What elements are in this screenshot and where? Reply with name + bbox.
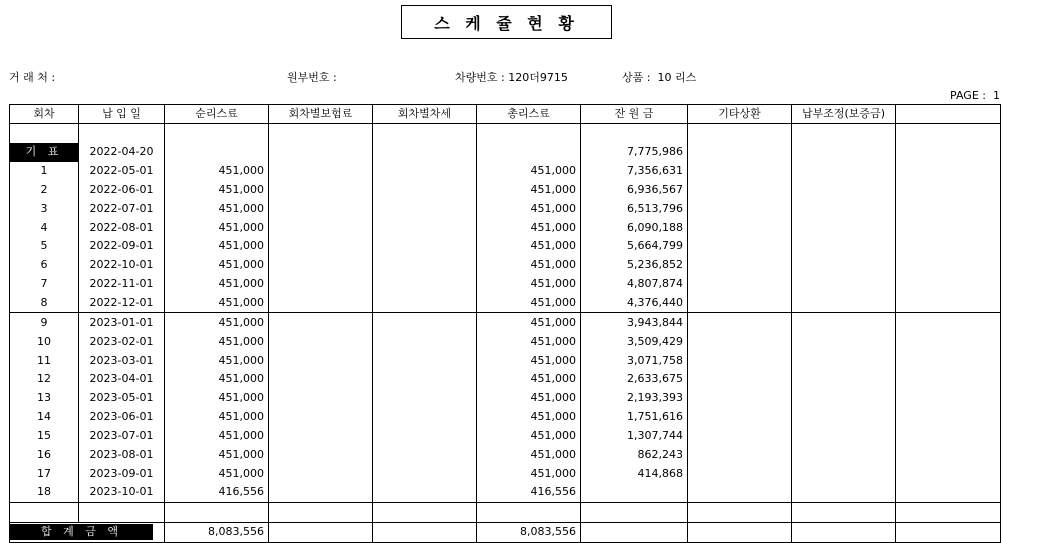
row-total: 451,000 <box>477 218 581 237</box>
row-date: 2023-08-01 <box>79 445 165 464</box>
table-row <box>10 483 1001 502</box>
row-net: 451,000 <box>165 370 269 389</box>
row-other <box>688 445 792 464</box>
row-insurance <box>269 483 373 502</box>
table-row <box>10 408 1001 427</box>
row-date: 2022-09-01 <box>79 237 165 256</box>
row-net: 451,000 <box>165 427 269 446</box>
row-insurance <box>269 389 373 408</box>
row-other <box>688 237 792 256</box>
row-insurance <box>269 294 373 313</box>
table-row <box>10 389 1001 408</box>
row-seq: 4 <box>10 218 79 237</box>
page-title: 스 케 쥴 현 황 <box>401 5 612 39</box>
row-other <box>688 275 792 294</box>
row-insurance <box>269 275 373 294</box>
schedule-table <box>9 104 1001 543</box>
row-insurance <box>269 218 373 237</box>
row-date: 2022-10-01 <box>79 256 165 275</box>
base-tax <box>373 143 477 162</box>
product-field <box>622 69 696 85</box>
row-date: 2022-08-01 <box>79 218 165 237</box>
totals-total: 8,083,556 <box>477 522 581 542</box>
row-adjust <box>792 256 896 275</box>
row-tax <box>373 237 477 256</box>
table-header-row <box>10 105 1001 124</box>
row-total: 451,000 <box>477 256 581 275</box>
col-header-vehicle-tax: 회차별차세 <box>373 105 477 124</box>
row-tax <box>373 464 477 483</box>
col-header-other-repay: 기타상환 <box>688 105 792 124</box>
base-insurance <box>269 143 373 162</box>
row-tax <box>373 275 477 294</box>
col-header-total-lease: 총리스료 <box>477 105 581 124</box>
row-date: 2022-05-01 <box>79 162 165 181</box>
row-total: 451,000 <box>477 408 581 427</box>
col-header-seq: 회차 <box>10 105 79 124</box>
row-net: 451,000 <box>165 181 269 200</box>
row-blank <box>896 162 1001 181</box>
row-adjust <box>792 162 896 181</box>
row-net: 416,556 <box>165 483 269 502</box>
row-net: 451,000 <box>165 445 269 464</box>
row-tax <box>373 294 477 313</box>
row-other <box>688 162 792 181</box>
row-insurance <box>269 256 373 275</box>
totals-net: 8,083,556 <box>165 522 269 542</box>
row-seq: 13 <box>10 389 79 408</box>
row-other <box>688 370 792 389</box>
row-blank <box>896 445 1001 464</box>
row-other <box>688 181 792 200</box>
row-seq: 11 <box>10 351 79 370</box>
row-adjust <box>792 237 896 256</box>
row-tax <box>373 332 477 351</box>
row-total: 416,556 <box>477 483 581 502</box>
row-blank <box>896 408 1001 427</box>
table-row <box>10 445 1001 464</box>
row-balance: 3,509,429 <box>581 332 688 351</box>
row-date: 2023-09-01 <box>79 464 165 483</box>
row-net: 451,000 <box>165 332 269 351</box>
row-other <box>688 199 792 218</box>
table-row <box>10 199 1001 218</box>
row-insurance <box>269 162 373 181</box>
row-seq: 15 <box>10 427 79 446</box>
row-seq: 6 <box>10 256 79 275</box>
row-insurance <box>269 351 373 370</box>
row-blank <box>896 483 1001 502</box>
table-row <box>10 237 1001 256</box>
row-blank <box>896 256 1001 275</box>
base-balance: 7,775,986 <box>581 143 688 162</box>
row-seq: 5 <box>10 237 79 256</box>
row-other <box>688 389 792 408</box>
row-seq: 18 <box>10 483 79 502</box>
row-net: 451,000 <box>165 464 269 483</box>
table-row <box>10 332 1001 351</box>
row-net: 451,000 <box>165 162 269 181</box>
row-net: 451,000 <box>165 237 269 256</box>
row-seq: 8 <box>10 294 79 313</box>
row-insurance <box>269 408 373 427</box>
row-balance: 4,376,440 <box>581 294 688 313</box>
row-balance: 1,307,744 <box>581 427 688 446</box>
row-other <box>688 332 792 351</box>
row-seq: 3 <box>10 199 79 218</box>
row-balance: 862,243 <box>581 445 688 464</box>
client-label: 거 래 처 : <box>9 71 56 84</box>
row-date: 2022-06-01 <box>79 181 165 200</box>
vehicle-label: 차량번호 : <box>455 71 505 84</box>
row-tax <box>373 199 477 218</box>
row-seq: 1 <box>10 162 79 181</box>
row-insurance <box>269 464 373 483</box>
row-seq: 2 <box>10 181 79 200</box>
row-net: 451,000 <box>165 199 269 218</box>
row-other <box>688 408 792 427</box>
row-adjust <box>792 408 896 427</box>
row-tax <box>373 162 477 181</box>
table-row <box>10 464 1001 483</box>
row-date: 2023-06-01 <box>79 408 165 427</box>
row-adjust <box>792 199 896 218</box>
totals-label: 합 계 금 액 <box>10 524 153 540</box>
row-blank <box>896 351 1001 370</box>
row-net: 451,000 <box>165 275 269 294</box>
row-adjust <box>792 181 896 200</box>
row-tax <box>373 483 477 502</box>
row-balance: 2,193,393 <box>581 389 688 408</box>
col-header-date: 납 입 일 <box>79 105 165 124</box>
row-blank <box>896 275 1001 294</box>
row-net: 451,000 <box>165 389 269 408</box>
row-seq: 14 <box>10 408 79 427</box>
row-balance: 5,236,852 <box>581 256 688 275</box>
row-other <box>688 313 792 332</box>
row-other <box>688 256 792 275</box>
row-date: 2022-11-01 <box>79 275 165 294</box>
table-row <box>10 181 1001 200</box>
row-total: 451,000 <box>477 370 581 389</box>
row-net: 451,000 <box>165 294 269 313</box>
row-other <box>688 483 792 502</box>
row-seq: 10 <box>10 332 79 351</box>
row-tax <box>373 351 477 370</box>
row-date: 2022-07-01 <box>79 199 165 218</box>
row-net: 451,000 <box>165 351 269 370</box>
row-tax <box>373 427 477 446</box>
row-adjust <box>792 313 896 332</box>
col-header-balance: 잔 원 금 <box>581 105 688 124</box>
row-total: 451,000 <box>477 181 581 200</box>
col-header-deposit-adjust: 납부조정(보증금) <box>792 105 896 124</box>
row-insurance <box>269 370 373 389</box>
principal-field <box>287 69 337 85</box>
row-tax <box>373 313 477 332</box>
table-row <box>10 162 1001 181</box>
row-adjust <box>792 275 896 294</box>
row-date: 2023-10-01 <box>79 483 165 502</box>
client-field <box>9 69 55 85</box>
row-adjust <box>792 483 896 502</box>
row-total: 451,000 <box>477 389 581 408</box>
row-total: 451,000 <box>477 332 581 351</box>
row-balance: 6,513,796 <box>581 199 688 218</box>
row-tax <box>373 218 477 237</box>
row-blank <box>896 427 1001 446</box>
row-total: 451,000 <box>477 351 581 370</box>
col-header-insurance: 회차별보험료 <box>269 105 373 124</box>
table-row <box>10 351 1001 370</box>
row-blank <box>896 294 1001 313</box>
row-other <box>688 351 792 370</box>
row-insurance <box>269 427 373 446</box>
row-tax <box>373 370 477 389</box>
table-row <box>10 275 1001 294</box>
row-adjust <box>792 427 896 446</box>
row-tax <box>373 445 477 464</box>
page-number: 1 <box>993 89 1000 102</box>
row-net: 451,000 <box>165 408 269 427</box>
row-blank <box>896 237 1001 256</box>
row-seq: 17 <box>10 464 79 483</box>
row-total: 451,000 <box>477 162 581 181</box>
row-insurance <box>269 313 373 332</box>
row-balance: 414,868 <box>581 464 688 483</box>
row-date: 2023-01-01 <box>79 313 165 332</box>
row-balance: 3,071,758 <box>581 351 688 370</box>
row-other <box>688 294 792 313</box>
row-date: 2023-07-01 <box>79 427 165 446</box>
row-adjust <box>792 445 896 464</box>
row-adjust <box>792 332 896 351</box>
row-net: 451,000 <box>165 256 269 275</box>
row-total: 451,000 <box>477 199 581 218</box>
row-total: 451,000 <box>477 237 581 256</box>
row-total: 451,000 <box>477 313 581 332</box>
base-date: 2022-04-20 <box>79 143 165 162</box>
row-seq: 9 <box>10 313 79 332</box>
row-total: 451,000 <box>477 275 581 294</box>
row-tax <box>373 389 477 408</box>
row-date: 2023-02-01 <box>79 332 165 351</box>
row-insurance <box>269 332 373 351</box>
page-indicator <box>950 89 1000 102</box>
row-seq: 7 <box>10 275 79 294</box>
row-seq: 12 <box>10 370 79 389</box>
row-tax <box>373 181 477 200</box>
row-balance: 6,936,567 <box>581 181 688 200</box>
row-balance: 7,356,631 <box>581 162 688 181</box>
row-tax <box>373 256 477 275</box>
row-adjust <box>792 370 896 389</box>
row-adjust <box>792 218 896 237</box>
row-date: 2023-03-01 <box>79 351 165 370</box>
col-header-blank <box>896 105 1001 124</box>
base-total <box>477 143 581 162</box>
row-total: 451,000 <box>477 427 581 446</box>
row-balance: 6,090,188 <box>581 218 688 237</box>
principal-label: 원부번호 : <box>287 71 337 84</box>
row-total: 451,000 <box>477 464 581 483</box>
row-adjust <box>792 389 896 408</box>
row-adjust <box>792 294 896 313</box>
table-row <box>10 370 1001 389</box>
table-row <box>10 294 1001 313</box>
row-other <box>688 427 792 446</box>
base-net <box>165 143 269 162</box>
vehicle-field <box>455 69 568 85</box>
row-insurance <box>269 445 373 464</box>
col-header-net-lease: 순리스료 <box>165 105 269 124</box>
row-blank <box>896 199 1001 218</box>
table-row <box>10 256 1001 275</box>
row-balance: 1,751,616 <box>581 408 688 427</box>
row-total: 451,000 <box>477 445 581 464</box>
base-seq: 기 표 <box>10 143 79 162</box>
row-blank <box>896 181 1001 200</box>
row-date: 2022-12-01 <box>79 294 165 313</box>
row-insurance <box>269 199 373 218</box>
row-other <box>688 464 792 483</box>
row-blank <box>896 313 1001 332</box>
table-row <box>10 313 1001 332</box>
row-blank <box>896 389 1001 408</box>
product-label: 상품 : <box>622 71 651 84</box>
row-date: 2023-05-01 <box>79 389 165 408</box>
table-row <box>10 218 1001 237</box>
row-balance: 5,664,799 <box>581 237 688 256</box>
row-balance <box>581 483 688 502</box>
row-total: 451,000 <box>477 294 581 313</box>
row-balance: 2,633,675 <box>581 370 688 389</box>
row-adjust <box>792 351 896 370</box>
row-seq: 16 <box>10 445 79 464</box>
row-net: 451,000 <box>165 218 269 237</box>
page-label: PAGE : <box>950 89 986 102</box>
base-row <box>10 143 1001 162</box>
row-blank <box>896 464 1001 483</box>
row-blank <box>896 332 1001 351</box>
row-net: 451,000 <box>165 313 269 332</box>
totals-row <box>10 522 1001 542</box>
row-balance: 3,943,844 <box>581 313 688 332</box>
row-blank <box>896 218 1001 237</box>
row-date: 2023-04-01 <box>79 370 165 389</box>
row-blank <box>896 370 1001 389</box>
product-value: 10 리스 <box>657 71 697 84</box>
vehicle-value: 120더9715 <box>508 71 568 84</box>
table-row <box>10 427 1001 446</box>
row-balance: 4,807,874 <box>581 275 688 294</box>
row-other <box>688 218 792 237</box>
row-tax <box>373 408 477 427</box>
row-insurance <box>269 237 373 256</box>
row-adjust <box>792 464 896 483</box>
row-insurance <box>269 181 373 200</box>
